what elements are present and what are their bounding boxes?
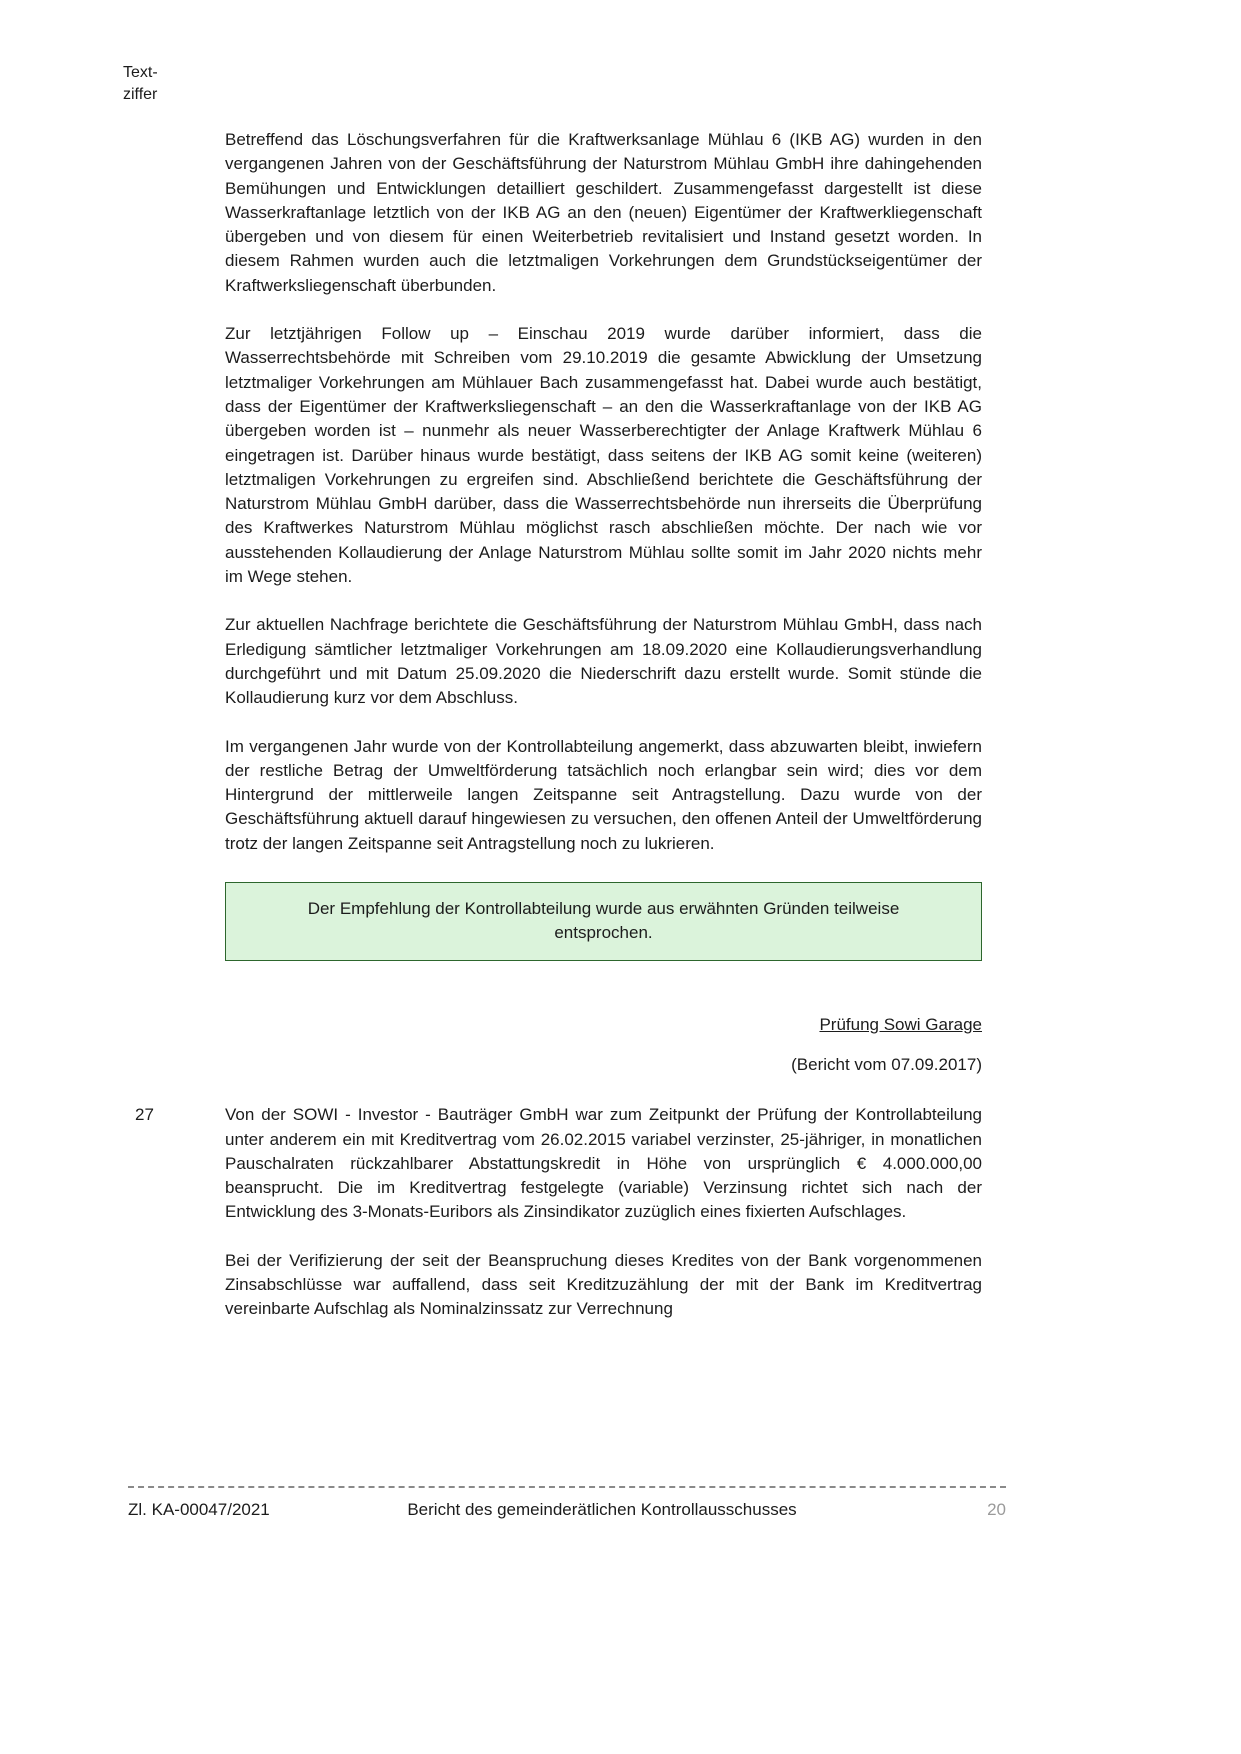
margin-label-line2: ziffer: [123, 86, 158, 103]
paragraph-zinsabschluesse: Bei der Verifizierung der seit der Beanspruchung dieses Kredites von der Bank vorgenommenen Zinsabschlüsse war auffallend, dass seit Kreditzuzählung der mit der Bank im Kreditvertrag vereinbarte Aufschlag als Nominalzinssatz zur Verrechnung: [225, 1250, 982, 1319]
footer-reference: Zl. KA-00047/2021: [128, 1500, 270, 1519]
textziffer-number: 27: [135, 1105, 154, 1125]
footer-dashed-rule: [128, 1486, 1006, 1488]
paragraph-follow-up-2019: Zur letztjährigen Follow up – Einschau 2019 wurde darüber informiert, dass die Wasserrechtsbehörde mit Schreiben vom 29.10.2019 die gesamte Abwicklung der Umsetzung letztmaliger Vorkehrungen am Mühlauer Bach zusammengefasst hat. Dabei wurde auch bestätigt, dass der Eigentümer der Kraftwerksliegenschaft – an den die Wasserkraftanlage von der IKB AG übergeben worden ist – nunmehr als neuer Wasserberechtigter der Anlage Kraftwerk Mühlau 6 eingetragen ist. Darüber hinaus wurde bestätigt, dass seitens der IKB AG somit keine (weiteren) letztmaligen Vorkehrungen zu ergreifen sind. Abschließend berichtete die Geschäftsführung der Naturstrom Mühlau GmbH darüber, dass die Wasserrechtsbehörde nun ihrerseits die Überprüfung des Kraftwerkes Naturstrom Mühlau möglichst rasch abschließen möchte. Der nach wie vor ausstehenden Kollaudierung der Anlage Naturstrom Mühlau sollte somit im Jahr 2020 nichts mehr im Wege stehen.: [225, 324, 982, 587]
textziffer-27-block: [135, 1103, 982, 1321]
paragraph-umweltfoerderung: Im vergangenen Jahr wurde von der Kontrollabteilung angemerkt, dass abzuwarten bleibt, inwiefern der restliche Betrag der Umweltförderung tatsächlich noch erlangbar sein wird; dies vor dem Hintergrund der mittlerweile langen Zeitspanne seit Antragstellung. Dazu wurde von der Geschäftsführung aktuell darauf hingewiesen zu versuchen, den offenen Anteil der Umweltförderung trotz der langen Zeitspanne seit Antragstellung noch zu lukrieren.: [225, 736, 982, 853]
recommendation-text: Der Empfehlung der Kontrollabteilung wurde aus erwähnten Gründen teilweise entsprochen.: [307, 899, 900, 943]
margin-column-label: [123, 62, 158, 106]
footer-row: [128, 1500, 1006, 1520]
document-body: [135, 128, 982, 1322]
footer-page-number: 20: [987, 1500, 1006, 1519]
page-footer: [128, 1486, 1006, 1520]
section-title: Prüfung Sowi Garage: [819, 1014, 982, 1034]
section-report-date: (Bericht vom 07.09.2017): [791, 1054, 982, 1074]
paragraph-sowi-kredit: Von der SOWI - Investor - Bauträger GmbH war zum Zeitpunkt der Prüfung der Kontrollabteilung unter anderem ein mit Kreditvertrag vom 26.02.2015 variabel verzinster, 25-jähriger, in monatlichen Pauschalraten rückzahlbarer Abstattungskredit in Höhe von ursprünglich € 4.000.000,00 beansprucht. Die im Kreditvertrag festgelegte (variable) Verzinsung richtet sich nach der Entwicklung des 3-Monats-Euribors als Zinsindikator zuzüglich eines fixierten Aufschlages.: [225, 1105, 982, 1222]
footer-report-title: Bericht des gemeinderätlichen Kontrollausschusses: [407, 1500, 797, 1519]
paragraph-loeschungsverfahren: Betreffend das Löschungsverfahren für die Kraftwerksanlage Mühlau 6 (IKB AG) wurden in den vergangenen Jahren von der Geschäftsführung der Naturstrom Mühlau GmbH ihre dahingehenden Bemühungen und Entwicklungen detailliert geschildert. Zusammengefasst dargestellt ist diese Wasserkraftanlage letztlich von der IKB AG an den (neuen) Eigentümer der Kraftwerkliegenschaft übergeben und von diesem für einen Weiterbetrieb revitalisiert und Instand gesetzt worden. In diesem Rahmen wurden auch die letztmaligen Vorkehrungen dem Grundstückseigentümer der Kraftwerksliegenschaft überbunden.: [225, 130, 982, 295]
paragraph-aktuelle-nachfrage: Zur aktuellen Nachfrage berichtete die Geschäftsführung der Naturstrom Mühlau GmbH, dass nach Erledigung sämtlicher letztmaliger Vorkehrungen am 18.09.2020 eine Kollaudierungsverhandlung durchgeführt und mit Datum 25.09.2020 die Niederschrift dazu erstellt wurde. Somit stünde die Kollaudierung kurz vor dem Abschluss.: [225, 615, 982, 708]
recommendation-box: [225, 882, 982, 961]
margin-label-line1: Text-: [123, 64, 158, 81]
